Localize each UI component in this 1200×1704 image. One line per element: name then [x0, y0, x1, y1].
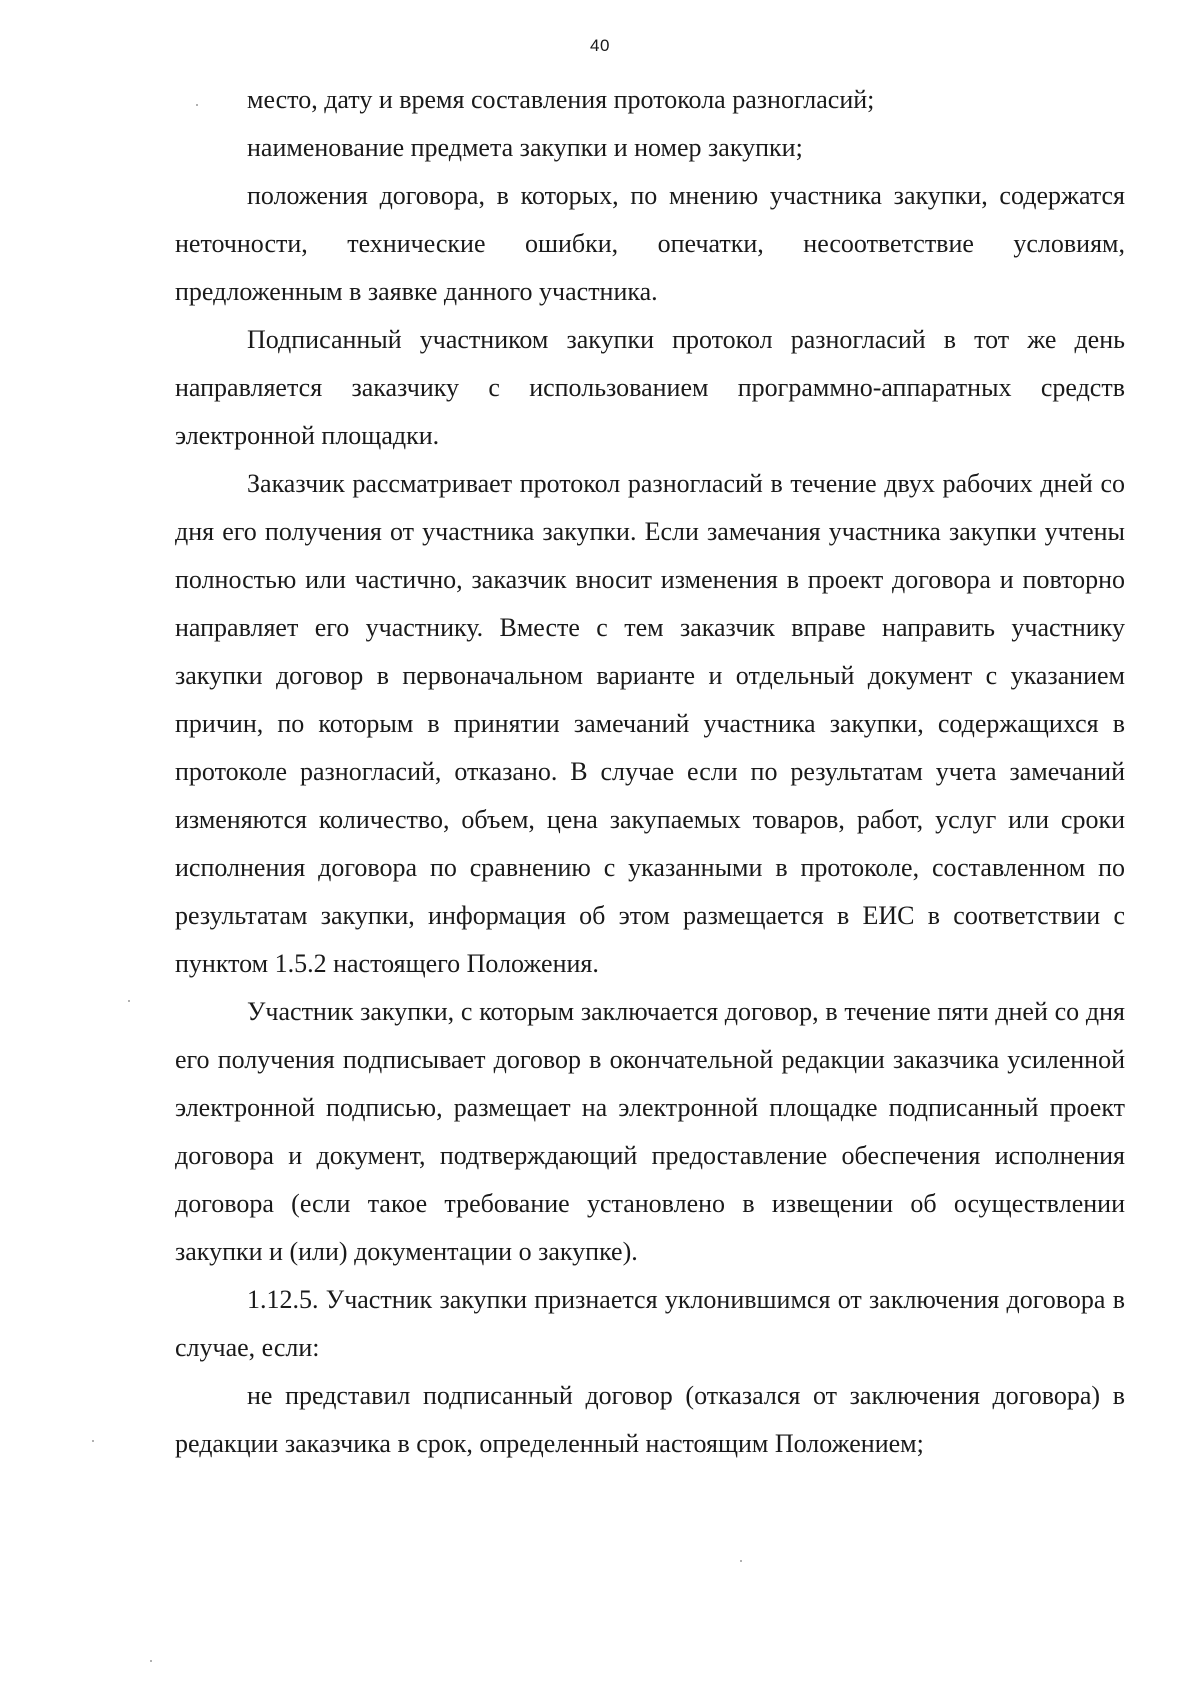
- paragraph-clause-1-12-5: 1.12.5. Участник закупки признается уклонившимся от заключения договора в случае, если:: [175, 1285, 1125, 1362]
- paragraph-not-submitted: не представил подписанный договор (отказался от заключения договора) в редакции заказчика в срок, определенный настоящим Положением;: [175, 1381, 1125, 1458]
- paragraph-signed-protocol: Подписанный участником закупки протокол разногласий в тот же день направляется заказчику с использованием программно-аппаратных средств электронной площадки.: [175, 325, 1125, 450]
- scan-speck: [150, 1660, 152, 1662]
- scan-speck: [92, 1440, 94, 1442]
- paragraph-participant-signs: Участник закупки, с которым заключается договор, в течение пяти дней со дня его получения подписывает договор в окончательной редакции заказчика усиленной электронной подписью, размещает на электронной площадке подписанный проект договора и документ, подтверждающий предоставление обеспечения исполнения договора (если такое требование установлено в извещении об осуществлении закупки и (или) документации о закупке).: [175, 997, 1125, 1266]
- scan-speck: [128, 1000, 130, 1002]
- paragraph-subject-name: наименование предмета закупки и номер закупки;: [247, 133, 803, 162]
- paragraph-customer-review: Заказчик рассматривает протокол разногласий в течение двух рабочих дней со дня его получения от участника закупки. Если замечания участника закупки учтены полностью или частично, заказчик вносит изменения в проект договора и повторно направляет его участнику. Вместе с тем заказчик вправе направить участнику закупки договор в первоначальном варианте и отдельный документ с указанием причин, по которым в принятии замечаний участника закупки, содержащихся в протоколе разногласий, отказано. В случае если по результатам учета замечаний изменяются количество, объем, цена закупаемых товаров, работ, услуг или сроки исполнения договора по сравнению с указанными в протоколе, составленном по результатам закупки, информация об этом размещается в ЕИС в соответствии с пунктом 1.5.2 настоящего Положения.: [175, 469, 1125, 978]
- paragraph-contract-provisions: положения договора, в которых, по мнению участника закупки, содержатся неточности, технические ошибки, опечатки, несоответствие условиям, предложенным в заявке данного участника.: [175, 181, 1125, 306]
- document-body: [175, 76, 1125, 1468]
- paragraph-protocol-place-date: место, дату и время составления протокола разногласий;: [247, 85, 875, 114]
- scan-speck: [740, 1560, 742, 1562]
- page-number: 40: [590, 36, 610, 55]
- scan-speck: [196, 104, 198, 106]
